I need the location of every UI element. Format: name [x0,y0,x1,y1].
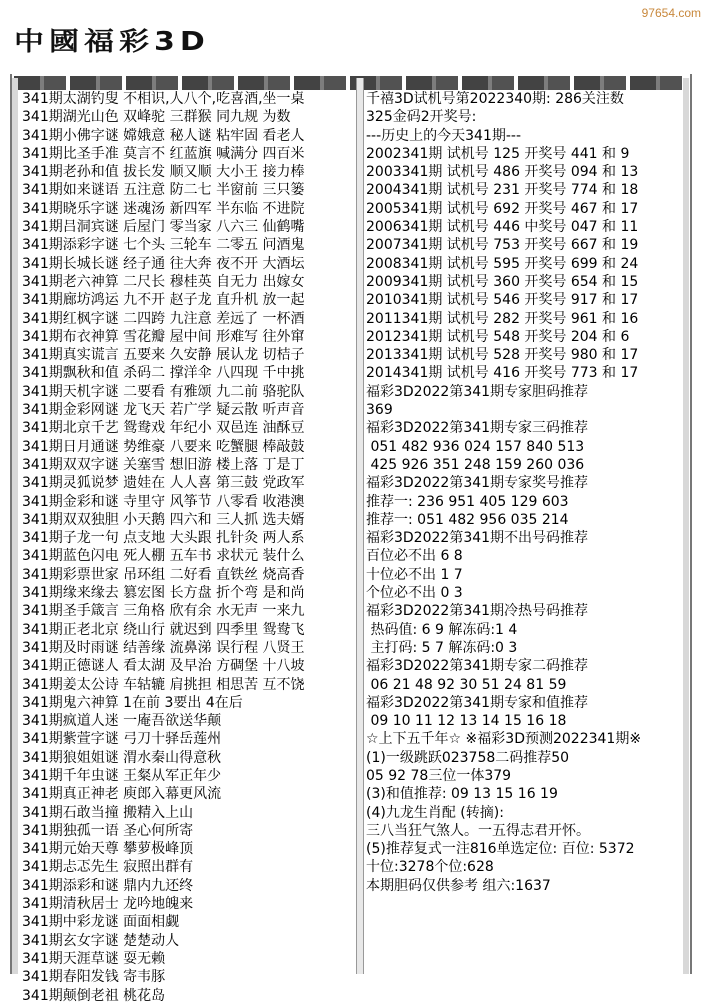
right-text-line: 福彩3D2022第341期专家二码推荐 [366,658,589,675]
right-text-line: (5)推荐复式一注816单选定位: 百位: 5372 [366,841,635,858]
right-scrollbar[interactable] [683,78,689,974]
right-text-line: 推荐一: 236 951 405 129 603 [366,493,569,510]
left-text-line: 341期添彩字谜 七个头 三轮车 二零五 问酒鬼 [22,237,305,254]
right-text-line: 三八当狂气煞人。一五得志君开怀。 [366,822,590,839]
left-text-line: 341期天机字谜 二要看 有雅颂 九二前 骆驼队 [22,383,305,400]
left-text-line: 341期中彩龙谜 面面相觑 [22,914,180,931]
left-text-line: 341期真正神老 庾郎入幕更风流 [22,786,222,803]
right-text-line: 福彩3D2022第341期专家和值推荐 [366,694,589,711]
left-text-line: 341期吕洞宾谜 后屋门 零当家 八六三 仙鹤嘴 [22,219,305,236]
right-text-line: 2014341期 试机号 416 开奖号 773 和 17 [366,365,639,382]
left-text-line: 341期灵狐说梦 遗娃在 人人喜 第三鼓 党政军 [22,475,305,492]
left-text-line: 341期圣手箴言 三角格 欣有余 水无声 一来九 [22,603,305,620]
right-text-line: 2004341期 试机号 231 开奖号 774 和 18 [366,182,639,199]
right-text-line: 2005341期 试机号 692 开奖号 467 和 17 [366,200,639,217]
left-text-line: 341期老孙和值 拔长发 顺又顺 大小王 接力棒 [22,164,305,181]
left-text-line: 341期石敢当撞 搬精入上山 [22,804,194,821]
left-text-line: 341期晓乐字谜 迷魂汤 新四军 半东临 不进院 [22,200,305,217]
left-text-line: 341期缘来缘去 篡宏图 长方盘 折个弯 是和尚 [22,585,305,602]
top-header-strip [14,76,682,90]
right-text-line: (1)一级跳跃023758二码推荐50 [366,749,570,766]
left-text-line: 341期添彩和谜 鼎内九还终 [22,877,194,894]
left-text-line: 341期独孤一语 圣心何所寄 [22,822,194,839]
left-text-line: 341期忐忑先生 寂照出群有 [22,859,194,876]
right-text-line: 2007341期 试机号 753 开奖号 667 和 19 [366,237,639,254]
left-text-line: 341期小佛字谜 嫦娥意 秘人谜 粘牢固 看老人 [22,127,305,144]
left-text-line: 341期玄女字谜 楚楚动人 [22,932,180,949]
right-text-line: 2012341期 试机号 548 开奖号 204 和 6 [366,328,630,345]
left-text-line: 341期湖光山色 双峰驼 三群猴 同九规 为数 [22,109,291,126]
right-text-line: 本期胆码仅供参考 组六:1637 [366,877,551,894]
right-text-line: 十位:3278个位:628 [366,859,494,876]
right-text-line: 2009341期 试机号 360 开奖号 654 和 15 [366,273,639,290]
right-text-line: 福彩3D2022第341期专家三码推荐 [366,420,589,437]
right-text-line: ---历史上的今天341期--- [366,127,522,144]
left-text-line: 341期金彩和谜 寺里守 风筝节 八零看 收港澳 [22,493,305,510]
left-text-line: 341期日月通谜 势维豪 八要来 吃蟹腿 棒敲鼓 [22,438,305,455]
column-divider [356,78,364,974]
right-text-line: 051 482 936 024 157 840 513 [366,438,585,455]
left-text-line: 341期飘秋和值 杀码二 撑洋伞 八四现 千中挑 [22,365,305,382]
left-text-line: 341期正老北京 绕山行 就迟到 四季里 鸳鸯飞 [22,621,305,638]
right-text-line: 2002341期 试机号 125 开奖号 441 和 9 [366,145,630,162]
left-text-line: 341期天涯草谜 耍无赖 [22,950,166,967]
left-text-line: 341期元始天尊 攀萝极峰顶 [22,841,194,858]
watermark-text: 97654.com [641,6,701,20]
left-text-line: 341期鬼六神算 1在前 3要出 4在后 [22,694,243,711]
right-text-line: 福彩3D2022第341期不出号码推荐 [366,530,589,547]
right-text-line: 2010341期 试机号 546 开奖号 917 和 17 [366,292,639,309]
left-text-line: 341期清秋居士 龙吟地魄来 [22,896,194,913]
right-column [366,90,678,970]
left-text-line: 341期金彩网谜 龙飞天 若广学 疑云散 听声音 [22,402,305,419]
left-text-line: 341期狼姐姐谜 渭水秦山得意秋 [22,749,222,766]
left-text-line: 341期双双字谜 关塞雪 想旧游 楼上落 丁是丁 [22,456,305,473]
right-text-line: 福彩3D2022第341期冷热号码推荐 [366,603,589,620]
right-text-line: (4)九龙生肖配 (转摘): [366,804,504,821]
left-text-line: 341期比圣手准 莫言不 红蓝旗 喊满分 四百米 [22,145,305,162]
right-text-line: 千禧3D试机号第2022340期: 286关注数 [366,91,624,107]
left-text-line: 341期子龙一句 点支地 大头跟 扎针灸 两人系 [22,530,305,547]
left-text-line: 341期北京千艺 鸳鸯戏 年纪小 双邑连 油酥豆 [22,420,305,437]
right-text-line: 06 21 48 92 30 51 24 81 59 [366,676,567,693]
right-text-line: 05 92 78三位一体379 [366,767,512,784]
right-text-line: 主打码: 5 7 解冻码:0 3 [366,639,518,656]
right-text-line: 2008341期 试机号 595 开奖号 699 和 24 [366,255,639,272]
left-text-line: 341期老六神算 二尺长 穆桂英 自无力 出嫁女 [22,273,305,290]
right-text-line: 十位必不出 1 7 [366,566,463,583]
left-text-line: 341期彩票世家 吊环组 二好看 直铁丝 烧高香 [22,566,305,583]
left-text-line: 341期长城长谜 经子通 往大奔 夜不开 大酒坛 [22,255,305,272]
left-text-line: 341期疯道人迷 一庵吾欲送华颠 [22,713,222,730]
left-text-line: 341期颠倒老祖 桃花岛 [22,987,166,1004]
left-text-line: 341期布衣神算 雪花瓣 屋中间 形难写 往外窜 [22,328,305,345]
right-text-line: 个位必不出 0 3 [366,585,463,602]
left-text-line: 341期太湖钓叟 不相识,人八个,吃喜酒,坐一桌 [22,91,305,107]
left-text-line: 341期正德谜人 看太湖 及早治 方碉堡 十八坡 [22,658,305,675]
right-text-line: 福彩3D2022第341期专家胆码推荐 [366,383,589,400]
right-text-line: ☆上下五千年☆ ※福彩3D预测2022341期※ [366,731,642,748]
right-text-line: (3)和值推荐: 09 13 15 16 19 [366,786,558,803]
right-text-line: 2006341期 试机号 446 中奖号 047 和 11 [366,219,639,236]
left-column [22,90,352,1004]
right-text-line: 325金码2开奖号: [366,109,477,126]
left-text-line: 341期真实谎言 五要来 久安静 展认龙 切桔子 [22,347,305,364]
right-text-line: 369 [366,402,393,419]
left-text-line: 341期廊坊鸿运 九不开 赵子龙 直升机 放一起 [22,292,305,309]
right-text-line: 福彩3D2022第341期专家奖号推荐 [366,475,589,492]
left-text-line: 341期红枫字谜 二四跨 九注意 差远了 一杯酒 [22,310,305,327]
right-text-line: 百位必不出 6 8 [366,548,463,565]
left-text-line: 341期姜太公诗 车轱辘 肩挑担 相思苦 互不饶 [22,676,305,693]
right-text-line: 2013341期 试机号 528 开奖号 980 和 17 [366,347,639,364]
left-text-line: 341期蓝色闪电 死人棚 五车书 求状元 装什么 [22,548,305,565]
right-text-line: 推荐一: 051 482 956 035 214 [366,511,569,528]
right-text-line: 2003341期 试机号 486 开奖号 094 和 13 [366,164,639,181]
left-text-line: 341期紫萱字谜 弓刀十驿岳莲州 [22,731,222,748]
right-text-line: 2011341期 试机号 282 开奖号 961 和 16 [366,310,639,327]
left-text-line: 341期春阳发钱 寄韦豚 [22,969,166,986]
left-scrollbar[interactable] [12,78,18,974]
left-text-line: 341期及时雨谜 结善缘 流鼻涕 误行程 八贤王 [22,639,305,656]
right-text-line: 热码值: 6 9 解冻码:1 4 [366,621,518,638]
left-text-line: 341期千年虫谜 王粲从军正年少 [22,767,222,784]
left-text-line: 341期如来谜语 五注意 防二七 半窗前 三只篓 [22,182,305,199]
right-text-line: 425 926 351 248 159 260 036 [366,456,585,473]
left-text-line: 341期双双独胆 小天鹅 四六和 三人抓 选夫婿 [22,511,305,528]
logo: 中國福彩3D [14,26,210,57]
right-text-line: 09 10 11 12 13 14 15 16 18 [366,713,567,730]
